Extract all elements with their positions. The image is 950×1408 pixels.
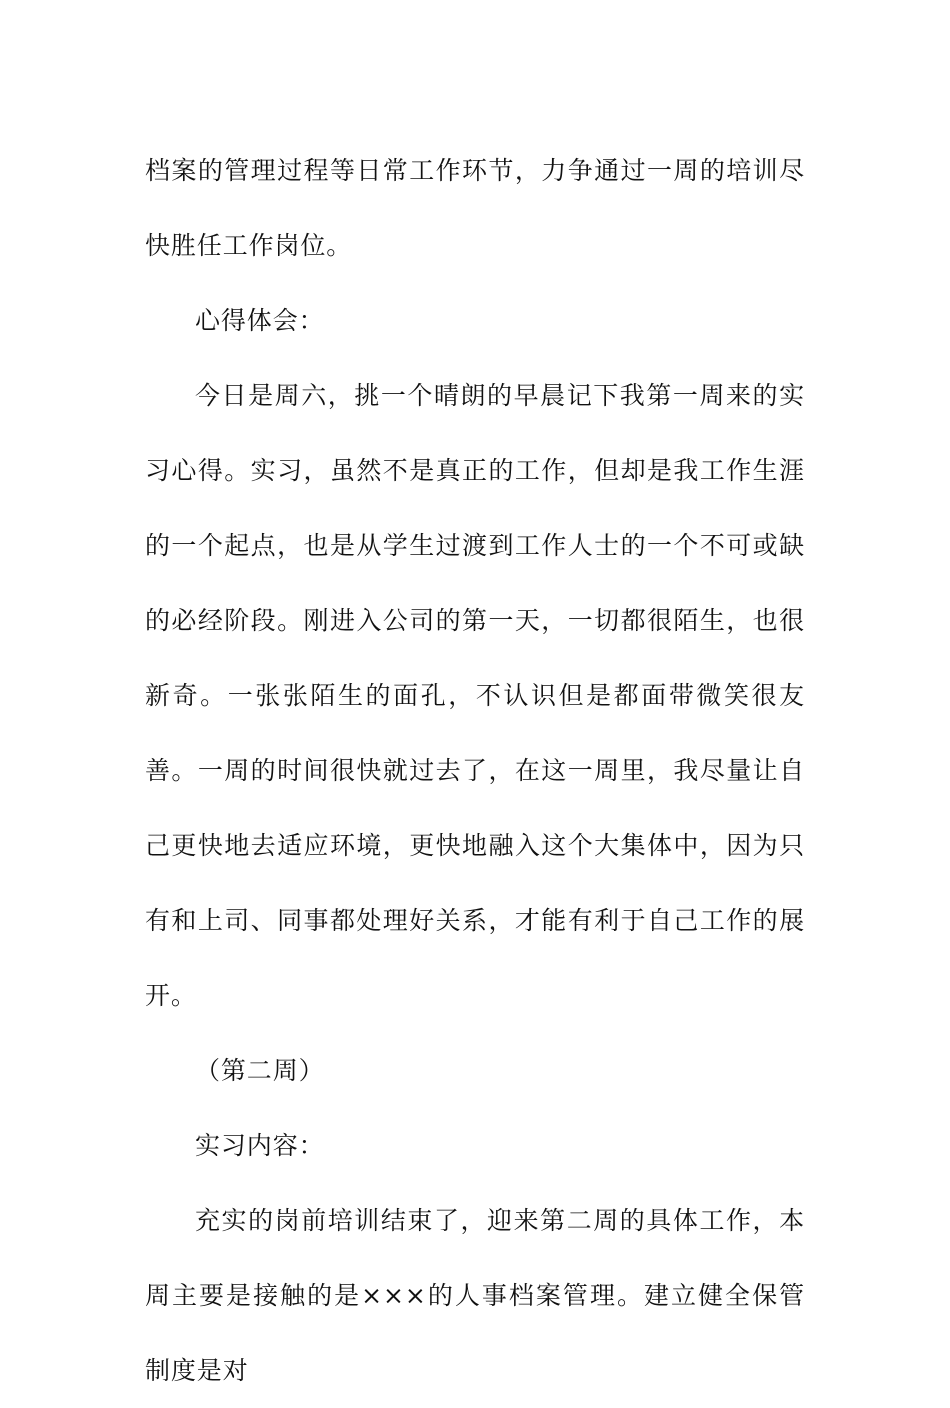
paragraph-week-two-work: 充实的岗前培训结束了，迎来第二周的具体工作，本周主要是接触的是×××的人事档案管理。建立健全保管制度是对 [145, 1206, 805, 1385]
heading-week-two: （第二周） [195, 1056, 325, 1085]
paragraph-archive-management: 档案的管理过程等日常工作环节，力争通过一周的培训尽快胜任工作岗位。 [145, 156, 805, 260]
document-body [145, 133, 805, 1408]
heading-internship-content: 实习内容： [195, 1131, 325, 1160]
paragraph-first-week-reflection: 今日是周六，挑一个晴朗的早晨记下我第一周来的实习心得。实习，虽然不是真正的工作，但却是我工作生涯的一个起点，也是从学生过渡到工作人士的一个不可或缺的必经阶段。刚进入公司的第一天，一切都很陌生，也很新奇。一张张陌生的面孔，不认识但是都面带微笑很友善。一周的时间很快就过去了，在这一周里，我尽量让自己更快地去适应环境，更快地融入这个大集体中，因为只有和上司、同事都处理好关系，才能有利于自己工作的展开。 [145, 381, 805, 1010]
heading-reflections: 心得体会： [195, 306, 325, 335]
